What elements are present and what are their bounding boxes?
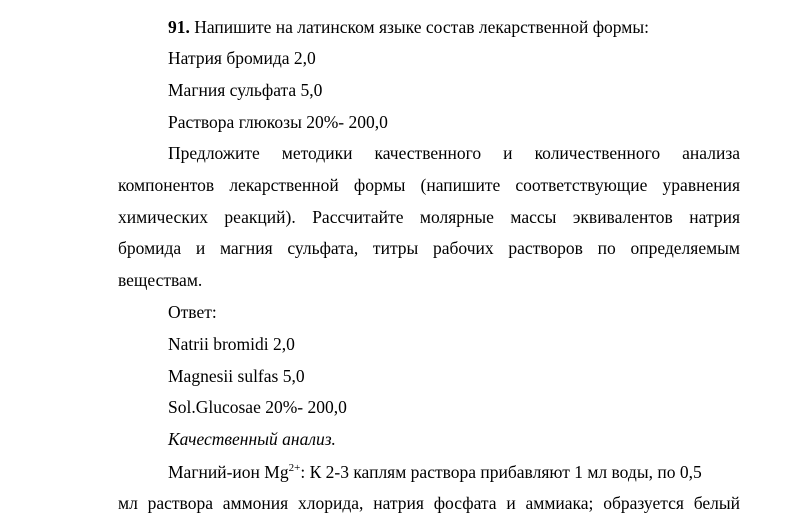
answer-label: Ответ: xyxy=(168,302,217,322)
ion-charge: 2+ xyxy=(288,462,301,474)
ingredient-line: Раствора глюкозы 20%- 200,0 xyxy=(168,112,388,132)
ion-text: : К 2-3 каплям раствора прибавляют 1 мл воды, по 0,5 xyxy=(300,462,702,482)
paragraph-line: химических реакций). Рассчитайте молярные массы эквивалентов натрия xyxy=(118,207,740,227)
paragraph-line: веществам. xyxy=(118,270,203,290)
ingredient-line: Натрия бромида 2,0 xyxy=(168,48,316,68)
latin-line: Sol.Glucosae 20%- 200,0 xyxy=(168,397,347,417)
ion-description-line: мл раствора аммония хлорида, натрия фосфата и аммиака; образуется белый xyxy=(118,493,740,513)
section-heading: Качественный анализ. xyxy=(168,429,336,449)
latin-line: Magnesii sulfas 5,0 xyxy=(168,366,305,386)
task-number: 91. xyxy=(168,17,190,37)
ingredient-line: Магния сульфата 5,0 xyxy=(168,80,323,100)
ion-description-line xyxy=(168,461,702,483)
paragraph-line: бромида и магния сульфата, титры рабочих растворов по определяемым xyxy=(118,238,740,258)
paragraph-line: компонентов лекарственной формы (напишите соответствующие уравнения xyxy=(118,175,740,195)
task-heading xyxy=(168,16,649,38)
task-title: Напишите на латинском языке состав лекарственной формы: xyxy=(189,17,649,37)
latin-line: Natrii bromidi 2,0 xyxy=(168,334,295,354)
ion-prefix: Магний-ион Mg xyxy=(168,462,289,482)
paragraph-line: Предложите методики качественного и количественного анализа xyxy=(168,143,740,163)
